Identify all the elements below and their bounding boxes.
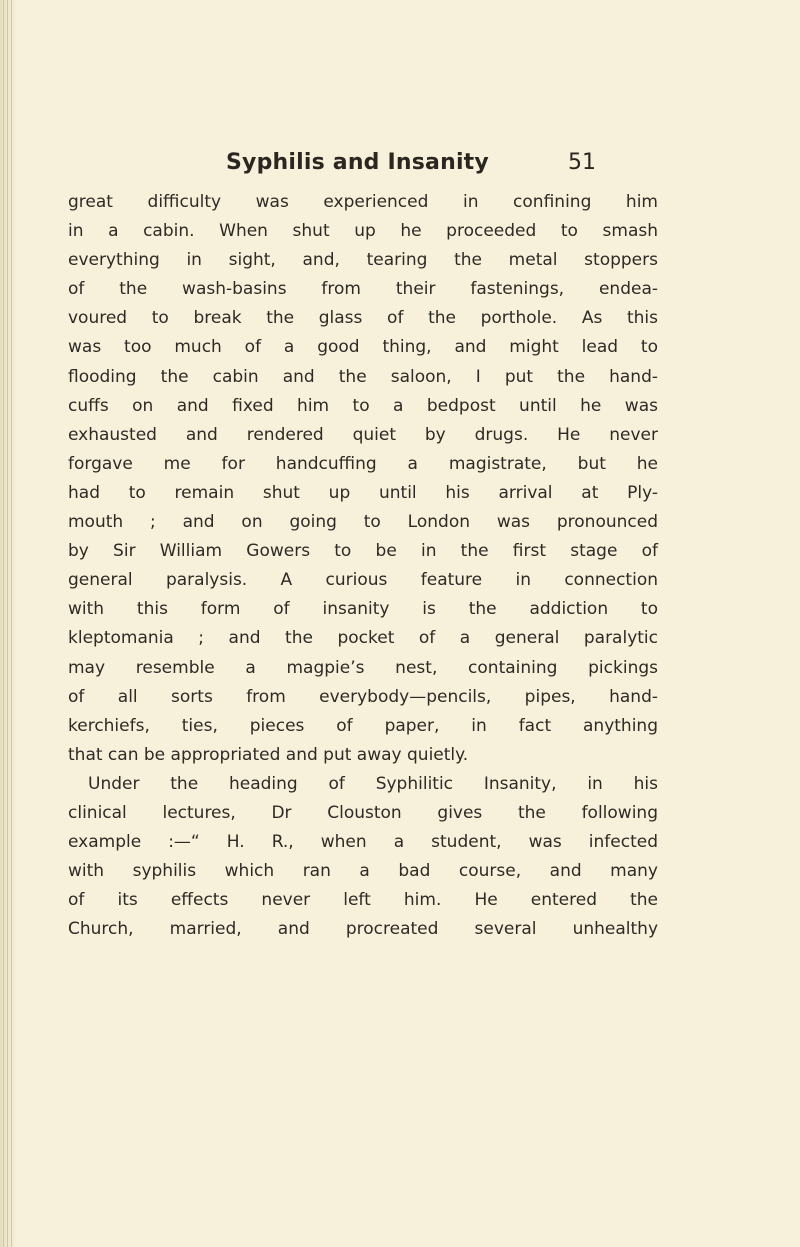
text-line: flooding the cabin and the saloon, I put the hand- — [68, 366, 658, 387]
gutter-edge-line — [11, 0, 12, 1247]
text-line: with this form of insanity is the addiction to — [68, 599, 658, 620]
text-line: in a cabin. When shut up he proceeded to smash — [68, 221, 658, 242]
text-line: great difficulty was experienced in confining him — [68, 192, 658, 212]
text-line: voured to break the glass of the porthole. As this — [68, 308, 658, 329]
running-title: Syphilis and Insanity — [226, 150, 489, 175]
text-line: mouth ; and on going to London was pronounced — [68, 512, 658, 533]
text-line: of its effects never left him. He entered the — [68, 890, 658, 911]
text-line: of all sorts from everybody—pencils, pipes, hand- — [68, 686, 658, 707]
text-line: everything in sight, and, tearing the metal stoppers — [68, 250, 658, 271]
text-line: cuffs on and fixed him to a bedpost until he was — [68, 395, 658, 416]
text-line: kleptomania ; and the pocket of a general paralytic — [68, 628, 658, 649]
text-line: by Sir William Gowers to be in the first stage of — [68, 541, 658, 562]
body-text — [68, 188, 658, 944]
text-line: was too much of a good thing, and might lead to — [68, 337, 658, 358]
text-line: Church, married, and procreated several unhealthy — [68, 919, 658, 940]
page-number: 51 — [568, 150, 596, 175]
text-line: had to remain shut up until his arrival at Ply- — [68, 482, 658, 503]
text-line: exhausted and rendered quiet by drugs. He never — [68, 424, 658, 445]
gutter-edge-line — [7, 0, 8, 1247]
text-line: general paralysis. A curious feature in connection — [68, 570, 658, 591]
text-line: example :—“ H. R., when a student, was infected — [68, 832, 658, 853]
running-header — [226, 150, 626, 186]
text-line: that can be appropriated and put away quietly. — [68, 744, 469, 765]
text-line: clinical lectures, Dr Clouston gives the following — [68, 802, 658, 823]
page-gutter-shadow — [0, 0, 16, 1247]
text-line: with syphilis which ran a bad course, and many — [68, 861, 658, 882]
text-line: kerchiefs, ties, pieces of paper, in fact anything — [68, 715, 658, 736]
text-line: of the wash-basins from their fastenings, endea- — [68, 279, 658, 300]
gutter-edge-line — [3, 0, 4, 1247]
text-line: may resemble a magpie’s nest, containing pickings — [68, 657, 658, 678]
text-line: Under the heading of Syphilitic Insanity, in his — [88, 773, 658, 794]
text-line: forgave me for handcuffing a magistrate, but he — [68, 453, 658, 474]
